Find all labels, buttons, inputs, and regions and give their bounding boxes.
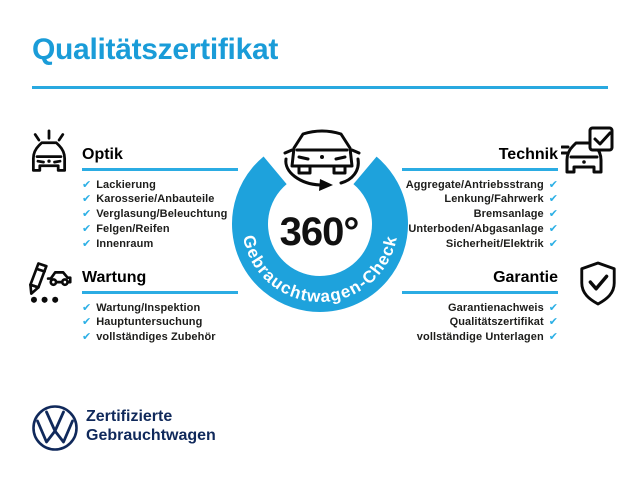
shield-check-icon (577, 260, 619, 308)
garantie-item (402, 330, 558, 345)
section-garantie-list (402, 301, 558, 345)
wartung-item (82, 315, 238, 330)
technik-item (402, 192, 558, 207)
technik-item-label: Bremsanlage (473, 208, 544, 221)
check-icon: ✔ (548, 207, 558, 221)
car-shine-icon (26, 126, 72, 178)
check-icon: ✔ (82, 177, 92, 191)
garantie-item-label: vollständige Unterlagen (416, 331, 544, 344)
footer-claim (86, 407, 216, 445)
check-icon: ✔ (82, 221, 92, 235)
optik-item (82, 222, 238, 237)
check-icon: ✔ (82, 236, 92, 250)
section-garantie (402, 270, 558, 345)
section-technik-list (402, 178, 558, 252)
checklist-car-icon (26, 257, 72, 309)
optik-item (82, 192, 238, 207)
check-icon: ✔ (82, 192, 92, 206)
garantie-item (402, 315, 558, 330)
vw-logo (31, 404, 79, 452)
wartung-item (82, 301, 238, 316)
check-icon: ✔ (548, 177, 558, 191)
section-garantie-title: Garantie (493, 269, 558, 286)
technik-item-label: Unterboden/Abgasanlage (408, 222, 544, 235)
check-icon: ✔ (82, 330, 92, 344)
check-icon: ✔ (548, 221, 558, 235)
section-optik-rule (82, 168, 238, 171)
check-icon: ✔ (548, 300, 558, 314)
optik-item-label: Felgen/Reifen (96, 222, 170, 235)
technik-item-label: Lenkung/Fahrwerk (444, 193, 544, 206)
wartung-item-label: Hauptuntersuchung (96, 316, 203, 329)
optik-item (82, 178, 238, 193)
footer-claim-line1: Zertifizierte (86, 408, 173, 425)
check-icon: ✔ (82, 207, 92, 221)
check-icon: ✔ (548, 315, 558, 329)
wartung-item (82, 330, 238, 345)
technik-item-label: Sicherheit/Elektrik (445, 237, 544, 250)
section-optik-list (82, 178, 238, 252)
garantie-item-label: Qualitätszertifikat (449, 316, 544, 329)
360-label: 360° (279, 210, 359, 254)
check-icon: ✔ (548, 192, 558, 206)
optik-item-label: Verglasung/Beleuchtung (96, 208, 228, 221)
optik-item-label: Lackierung (96, 178, 156, 191)
optik-item-label: Karosserie/Anbauteile (96, 193, 215, 206)
technik-item (402, 178, 558, 193)
check-icon: ✔ (82, 315, 92, 329)
technik-item (402, 237, 558, 252)
section-wartung-title: Wartung (82, 269, 147, 286)
car-checkbox-icon (561, 126, 615, 176)
car-rotate-icon (285, 131, 359, 191)
wartung-item-label: vollständiges Zubehör (96, 331, 216, 344)
footer-claim-line2: Gebrauchtwagen (86, 427, 216, 444)
section-optik-title: Optik (82, 146, 123, 163)
check-icon: ✔ (548, 330, 558, 344)
wartung-item-label: Wartung/Inspektion (96, 301, 201, 314)
technik-item (402, 222, 558, 237)
section-technik (402, 147, 558, 251)
technik-item (402, 207, 558, 222)
optik-item (82, 207, 238, 222)
garantie-item (402, 301, 558, 316)
check-icon: ✔ (548, 236, 558, 250)
section-optik (82, 147, 238, 251)
ring-curved-label: Gebrauchtwagen-Check (238, 233, 402, 307)
garantie-item-label: Garantienachweis (448, 301, 544, 314)
section-technik-title: Technik (498, 146, 558, 163)
technik-item-label: Aggregate/Antriebsstrang (405, 178, 544, 191)
optik-item-label: Innenraum (96, 237, 154, 250)
section-wartung-list (82, 301, 238, 345)
section-garantie-rule (402, 291, 558, 294)
page-title: Qualitätszertifikat (32, 33, 279, 66)
section-wartung (82, 270, 238, 345)
section-technik-rule (402, 168, 558, 171)
check-icon: ✔ (82, 300, 92, 314)
optik-item (82, 237, 238, 252)
section-wartung-rule (82, 291, 238, 294)
